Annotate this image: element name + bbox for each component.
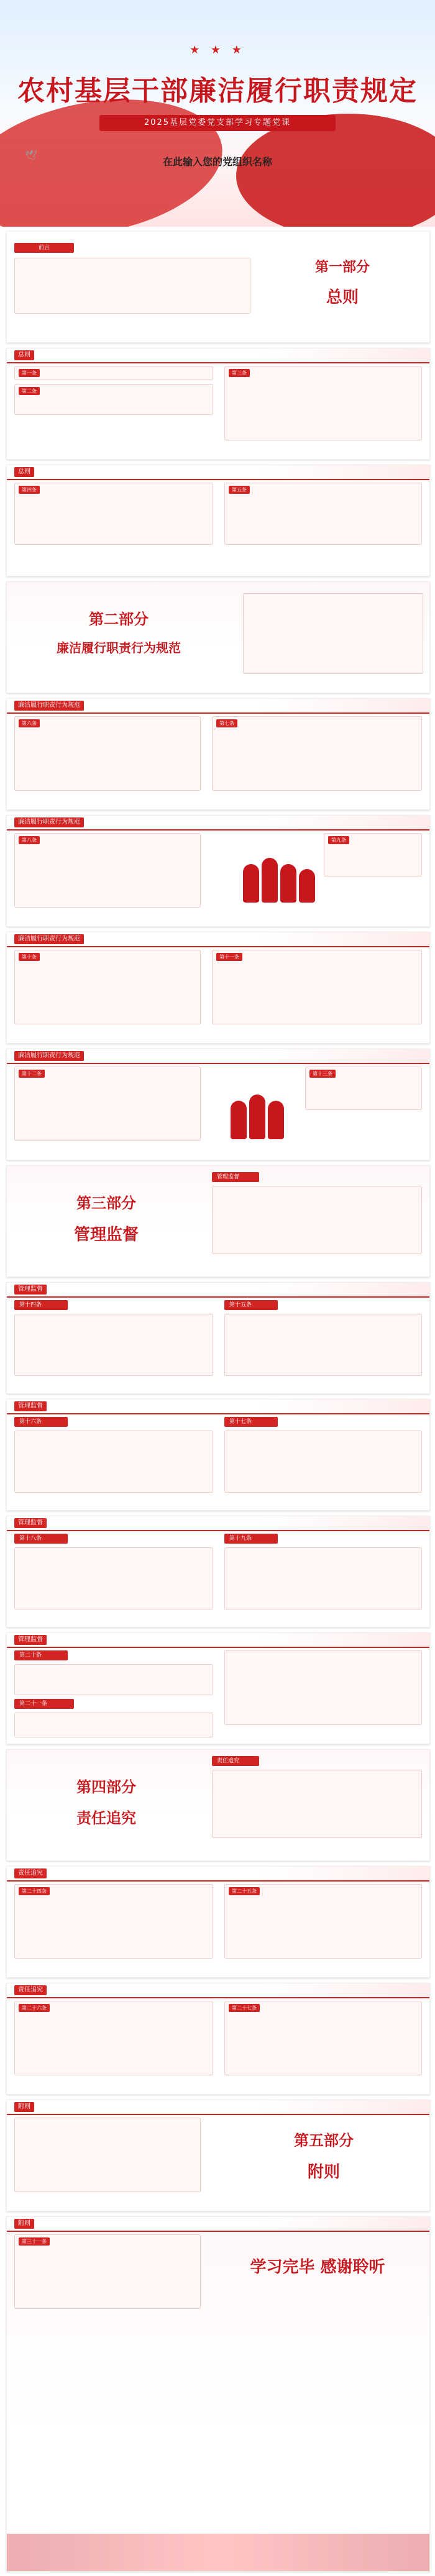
part-heading: 第四部分	[76, 1778, 136, 1796]
article-label: 第四条	[19, 486, 40, 494]
article-label: 第八条	[19, 836, 40, 844]
text-box	[212, 1186, 422, 1254]
slide-tag: 廉洁履行职责行为规范	[14, 701, 84, 711]
slide-tag: 责任追究	[14, 1985, 47, 1995]
cover-title: 农村基层干部廉洁履行职责规定	[17, 75, 418, 107]
slide-conduct-2	[6, 815, 430, 927]
slide-tag: 责任追究	[14, 1868, 47, 1878]
slide-tag: 总则	[14, 467, 34, 477]
article-label: 第十条	[19, 953, 40, 961]
slide-tag: 附则	[14, 2219, 34, 2229]
slide-tag: 管理监督	[14, 1285, 47, 1295]
slide-accountability-2	[6, 1983, 430, 2095]
slide-tag: 责任追究	[212, 1756, 259, 1766]
article-label: 第二十六条	[19, 2004, 50, 2012]
article-label: 第二十五条	[229, 1887, 260, 1895]
slide-tag: 廉洁履行职责行为规范	[14, 1051, 84, 1061]
article-label: 第二十七条	[229, 2004, 260, 2012]
part-heading: 第五部分	[294, 2131, 354, 2149]
part-heading: 第三部分	[76, 1194, 136, 1212]
stars-icon: ★ ★ ★	[190, 43, 245, 57]
part-title: 责任追究	[76, 1809, 136, 1827]
slide-general-2	[6, 465, 430, 576]
cover-unit-name: 在此输入您的党组织名称	[162, 156, 272, 168]
article-label: 第十五条	[224, 1300, 278, 1310]
dove-icon: 🕊	[25, 149, 38, 161]
closing-text: 学习完毕 感谢聆听	[250, 2258, 385, 2277]
slide-part-five	[6, 2100, 430, 2211]
article-label: 第十一条	[216, 953, 242, 961]
slide-part-four	[6, 1749, 430, 1861]
slide-supervision-2	[6, 1399, 430, 1511]
slide-supervision-1	[6, 1282, 430, 1394]
preface-label: 前言	[14, 243, 74, 253]
slide-part-three	[6, 1165, 430, 1277]
part-title: 管理监督	[73, 1226, 139, 1244]
article-label: 第十六条	[14, 1417, 68, 1427]
part-heading: 第二部分	[89, 610, 149, 628]
slide-accountability-1	[6, 1866, 430, 1978]
people-illustration	[243, 847, 318, 903]
article-label: 第十九条	[224, 1534, 278, 1544]
slide-general-1	[6, 348, 430, 460]
people-illustration	[231, 1083, 305, 1139]
slide-conduct-3	[6, 932, 430, 1044]
slide-supervision-3	[6, 1516, 430, 1627]
slide-tag: 管理监督	[14, 1401, 47, 1411]
part-title: 廉洁履行职责行为规范	[57, 640, 181, 655]
slide-conduct-4	[6, 1049, 430, 1160]
article-label: 第十四条	[14, 1300, 68, 1310]
article-label: 第十七条	[224, 1417, 278, 1427]
slide-part-two	[6, 581, 430, 693]
text-box	[243, 593, 423, 674]
slide-tag: 总则	[14, 350, 34, 360]
slide-tag: 管理监督	[14, 1518, 47, 1528]
slide-tag: 管理监督	[212, 1172, 259, 1182]
part-title: 总则	[326, 288, 359, 307]
article-label: 第二十四条	[19, 1887, 50, 1895]
slide-tag: 管理监督	[14, 1635, 47, 1645]
article-label: 第二十一条	[14, 1699, 74, 1709]
article-label: 第六条	[19, 719, 40, 727]
part-title: 附则	[307, 2163, 340, 2182]
article-label: 第五条	[229, 486, 250, 494]
slide-tag: 廉洁履行职责行为规范	[14, 817, 84, 827]
slide-supervision-4	[6, 1632, 430, 1744]
article-label: 第十八条	[14, 1534, 68, 1544]
slide-preface	[6, 231, 430, 343]
article-label: 第十二条	[19, 1070, 45, 1078]
article-label: 第三条	[229, 369, 250, 377]
slide-conduct-1	[6, 698, 430, 810]
slide-tag: 附则	[14, 2102, 34, 2112]
article-label: 第二十条	[14, 1650, 68, 1660]
slide-tag: 廉洁履行职责行为规范	[14, 934, 84, 944]
article-label: 第七条	[216, 719, 237, 727]
red-ribbon-bottom	[7, 2534, 429, 2571]
article-label: 第九条	[328, 836, 349, 844]
article-label: 第三十一条	[19, 2237, 50, 2246]
article-label: 第十三条	[309, 1070, 336, 1078]
cover-slide	[0, 0, 435, 227]
article-label: 第一条	[19, 369, 40, 377]
cover-subtitle: 2025基层党委党支部学习专题党课	[99, 115, 336, 131]
part-heading: 第一部分	[314, 259, 370, 275]
preface-text-box	[14, 258, 250, 314]
slide-closing	[6, 2216, 430, 2572]
article-label: 第二条	[19, 387, 40, 395]
